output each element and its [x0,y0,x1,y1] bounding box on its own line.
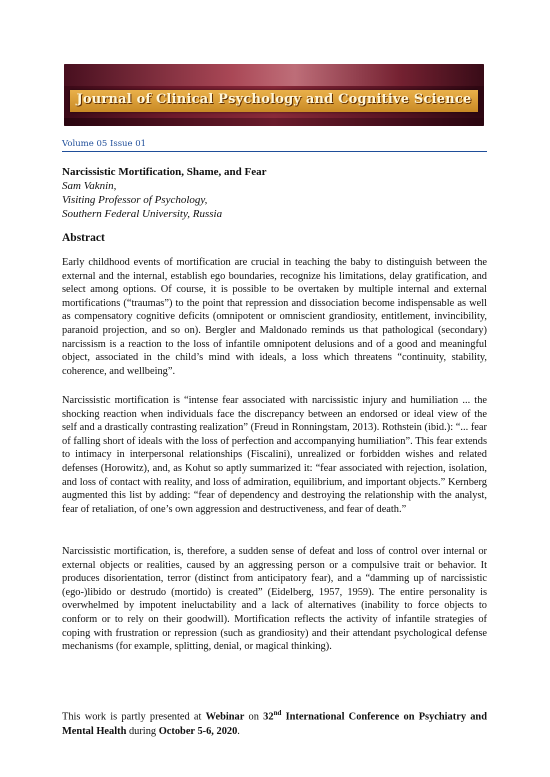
abstract-paragraph-3: Narcissistic mortification, is, therefore, a sudden sense of defeat and loss of control over internal or external objects or realities, caused by an aggressing person or a compulsive trait or behavior. It produces disorientation, terror (distinct from anticipatory fear), and a “damming up of narcissistic (ego-)libido or destrudo (mortido) is created” (Eidelberg, 1957, 1959). The entire personality is overwhelmed by impotent ineluctability and a lack of alternatives (inability to force objects to conform or to rely on their goodwill). Mortification reflects the activity of infantile strategies of coping with frustration or repression (such as grandiosity) and their attendant psychological defense mechanisms (for example, splitting, denial, or magical thinking). [62,546,487,653]
note-conference-name: International Conference on Psychiatry and Mental Health [62,711,487,738]
note-during: during [126,726,159,738]
note-ordinal-suffix: nd [273,709,282,717]
note-conference-number: 32 [263,711,274,723]
journal-banner [64,64,484,126]
note-lead: This work is partly presented at [62,711,206,723]
journal-title: Journal of Clinical Psychology and Cognitive Science [76,92,472,107]
article-title: Narcissistic Mortification, Shame, and Fear [62,166,267,178]
note-end: . [237,726,240,738]
author-name: Sam Vaknin, [62,180,117,192]
abstract-heading: Abstract [62,232,105,244]
note-on: on [244,711,264,723]
author-affiliation-title: Visiting Professor of Psychology, [62,194,208,206]
presentation-note [62,706,487,739]
abstract-paragraph-2: Narcissistic mortification is “intense fear associated with narcissistic injury and humiliation ... the shocking reaction when individuals face the discrepancy between an endorsed or ideal view of the self and a drastically contrasting realization” (Freud in Ronningstam, 2013). Rothstein (ibid.): “... fear of falling short of ideals with the loss of perfection and accompanying humiliation”. This fear extends to intimacy in interpersonal relationships (Fiscalini), unrealized or forbidden wishes and related defenses (Horowitz), and, as Kohut so aptly summarized it: “fear associated with rejection, isolation, and loss of contact with reality, and loss of admiration, equilibrium, and important objects.” Kernberg augmented this list by adding: “fear of dependency and destroying the relationship with the analyst, fear of retaliation, of one’s own aggression and destructiveness, and fear of death.” [62,395,487,515]
note-dates: October 5-6, 2020 [158,726,238,738]
abstract-paragraph-1: Early childhood events of mortification are crucial in teaching the baby to distinguish between the external and the internal, establish ego boundaries, recognize his limitations, delay gratification, and select among options. Of course, it is possible to be overtaken by multiple internal and external mortifications (“traumas”) to the point that repression and dissociation become indispensable as well as compensatory cognitive deficits (omnipotent or omniscient grandiosity, entitlement, invincibility, paranoid projection, and so on). Bergler and Maldonado reminds us that pathological (secondary) narcissism is a reaction to the loss of infantile omnipotent delusions and of a good and meaningful object, associated in the child’s mind with ideals, a loss which threatens “continuity, stability, coherence, and wellbeing”. [62,257,487,377]
note-webinar: Webinar [205,711,245,723]
volume-issue: Volume 05 Issue 01 [62,139,147,149]
author-affiliation-institution: Southern Federal University, Russia [62,208,223,220]
header-rule [62,151,487,152]
